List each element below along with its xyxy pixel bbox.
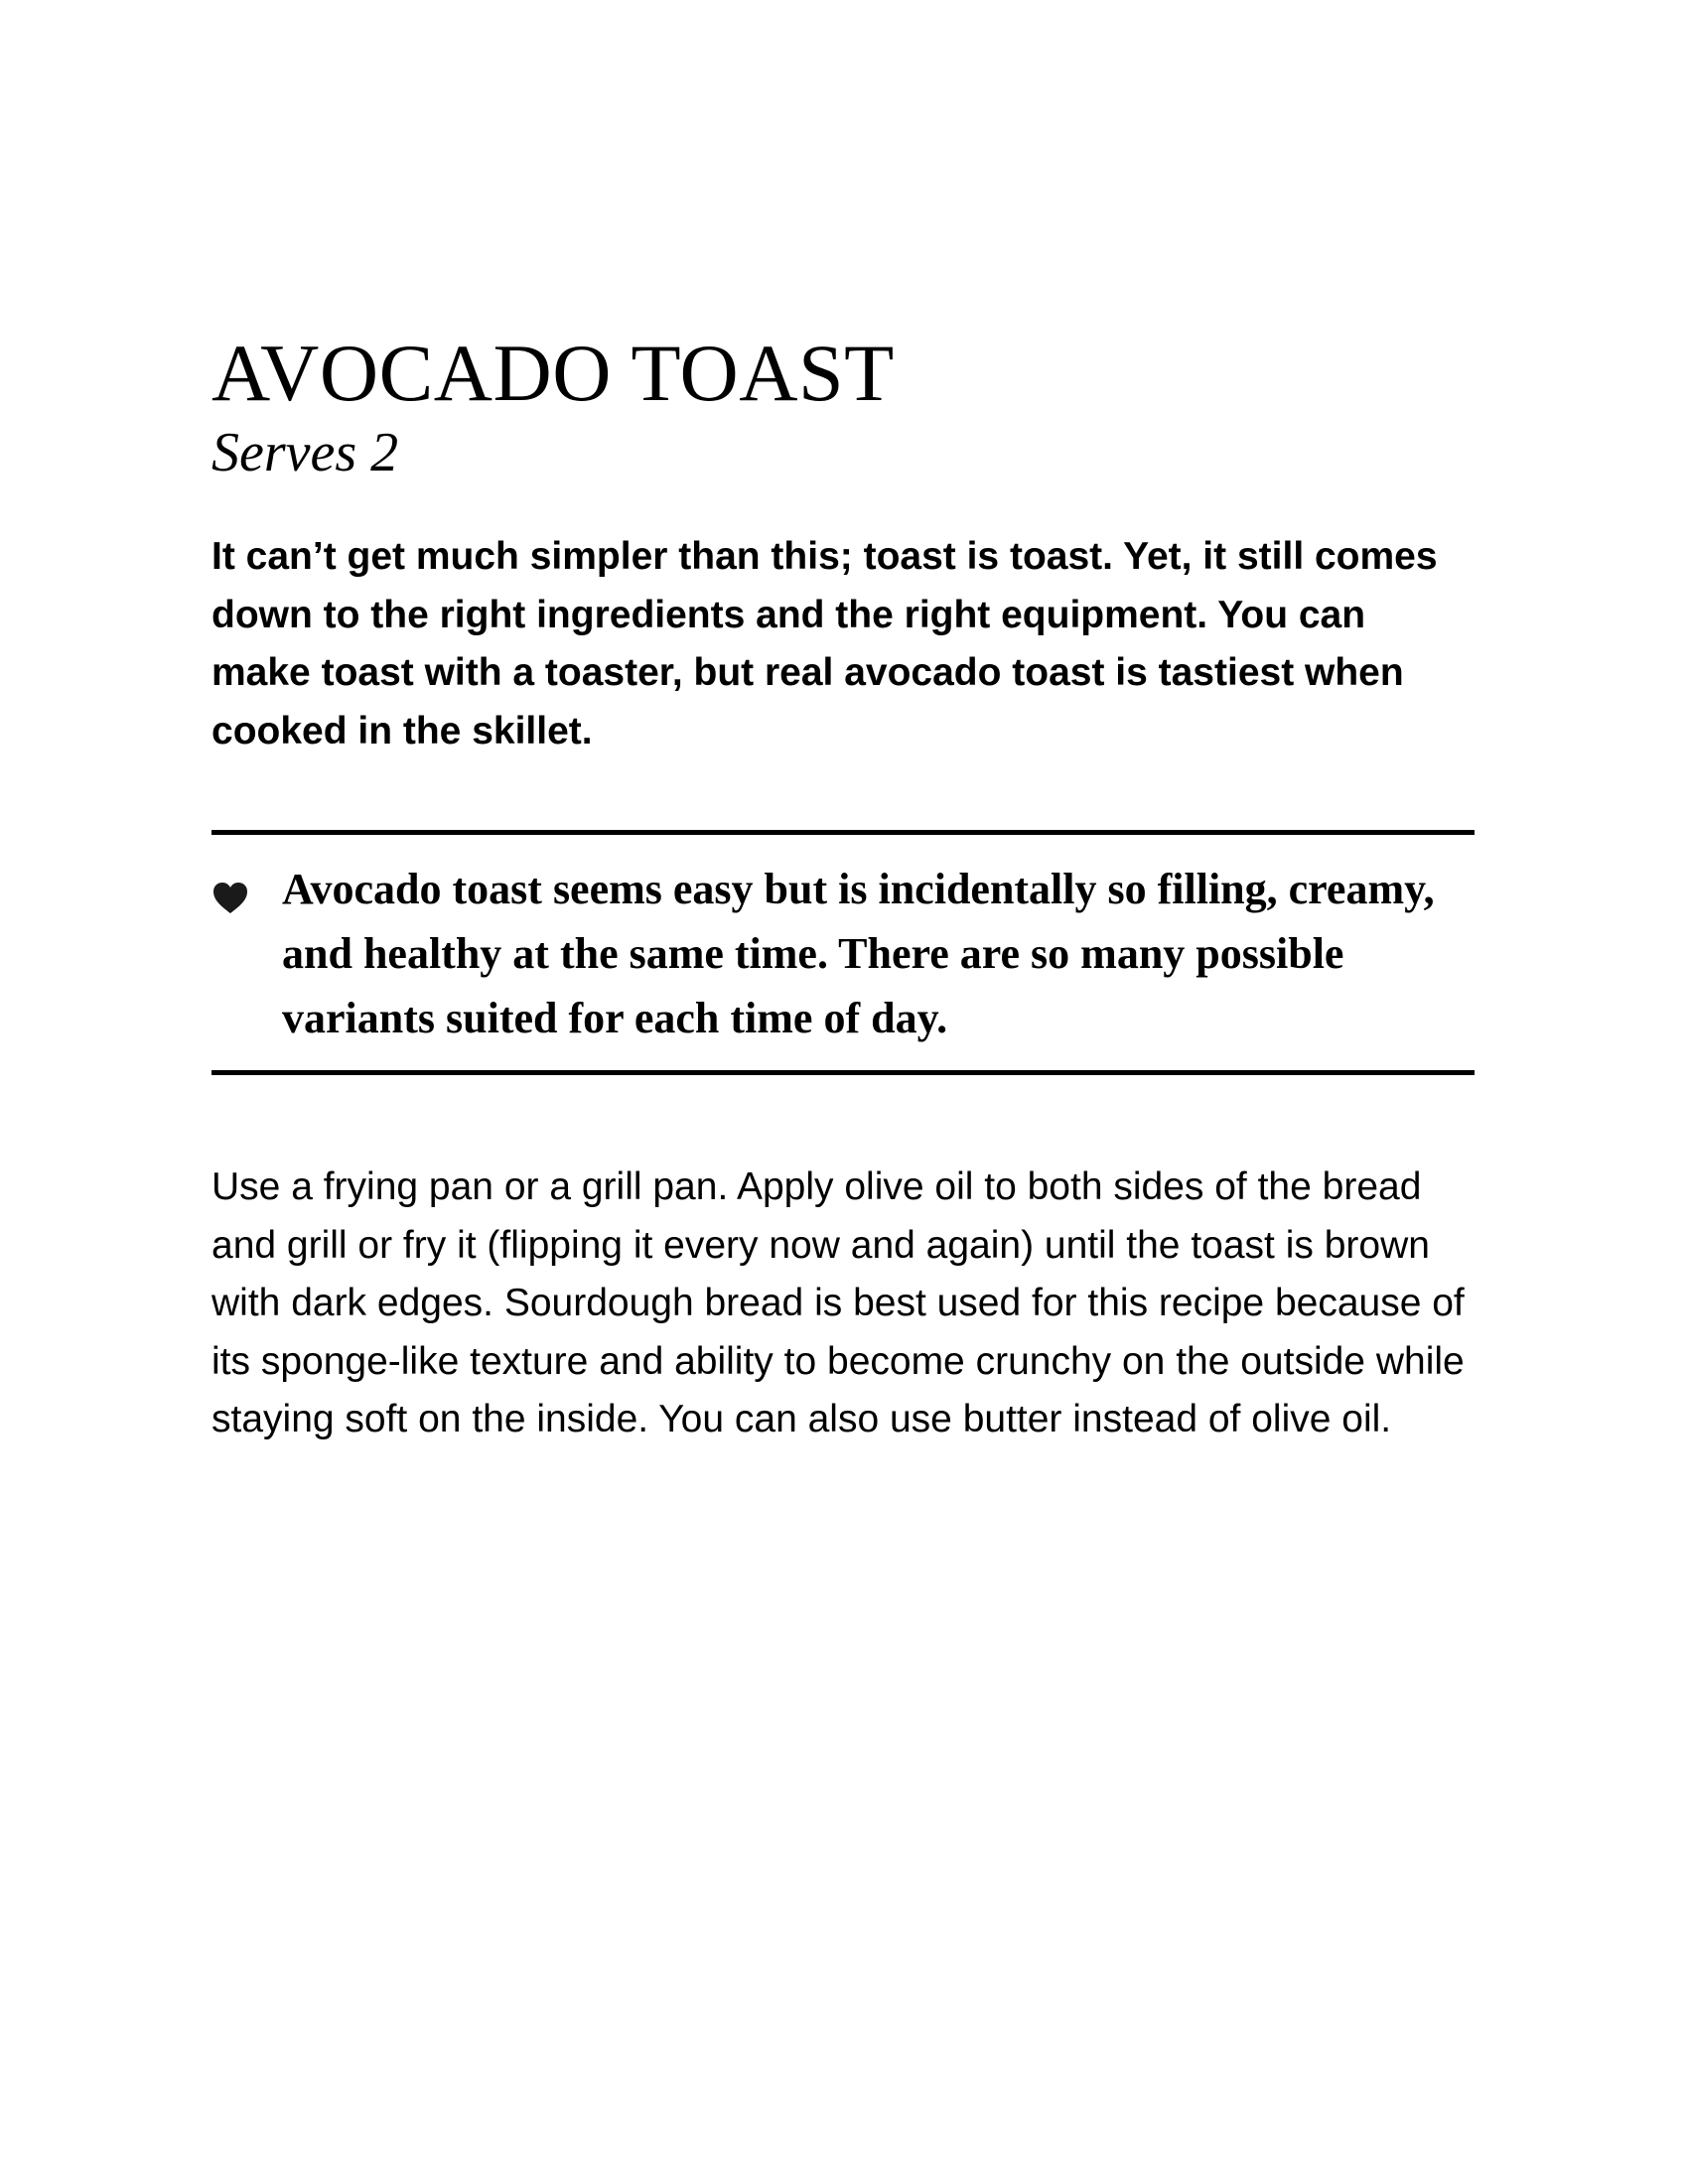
callout-text: Avocado toast seems easy but is incidentally so filling, creamy, and healthy at the same time. There are so many possible variants suited for each time of day.	[282, 865, 1435, 1042]
serves-subtitle: Serves 2	[211, 422, 399, 483]
heart-icon	[213, 883, 247, 914]
intro-paragraph: It can’t get much simpler than this; toast is toast. Yet, it still comes down to the right ingredients and the right equipment. You can make toast with a toaster, but real avocado toast is tastiest when cooked in the skillet.	[211, 535, 1438, 752]
callout-box	[211, 830, 1475, 1075]
recipe-title: AVOCADO TOAST	[211, 328, 895, 418]
instructions-paragraph: Use a frying pan or a grill pan. Apply olive oil to both sides of the bread and grill or fry it (flipping it every now and again) until the toast is brown with dark edges. Sourdough bread is best used for this recipe because of its sponge-like texture and ability to become crunchy on the outside while staying soft on the inside. You can also use butter instead of olive oil.	[211, 1165, 1465, 1440]
recipe-page	[211, 326, 1475, 1449]
